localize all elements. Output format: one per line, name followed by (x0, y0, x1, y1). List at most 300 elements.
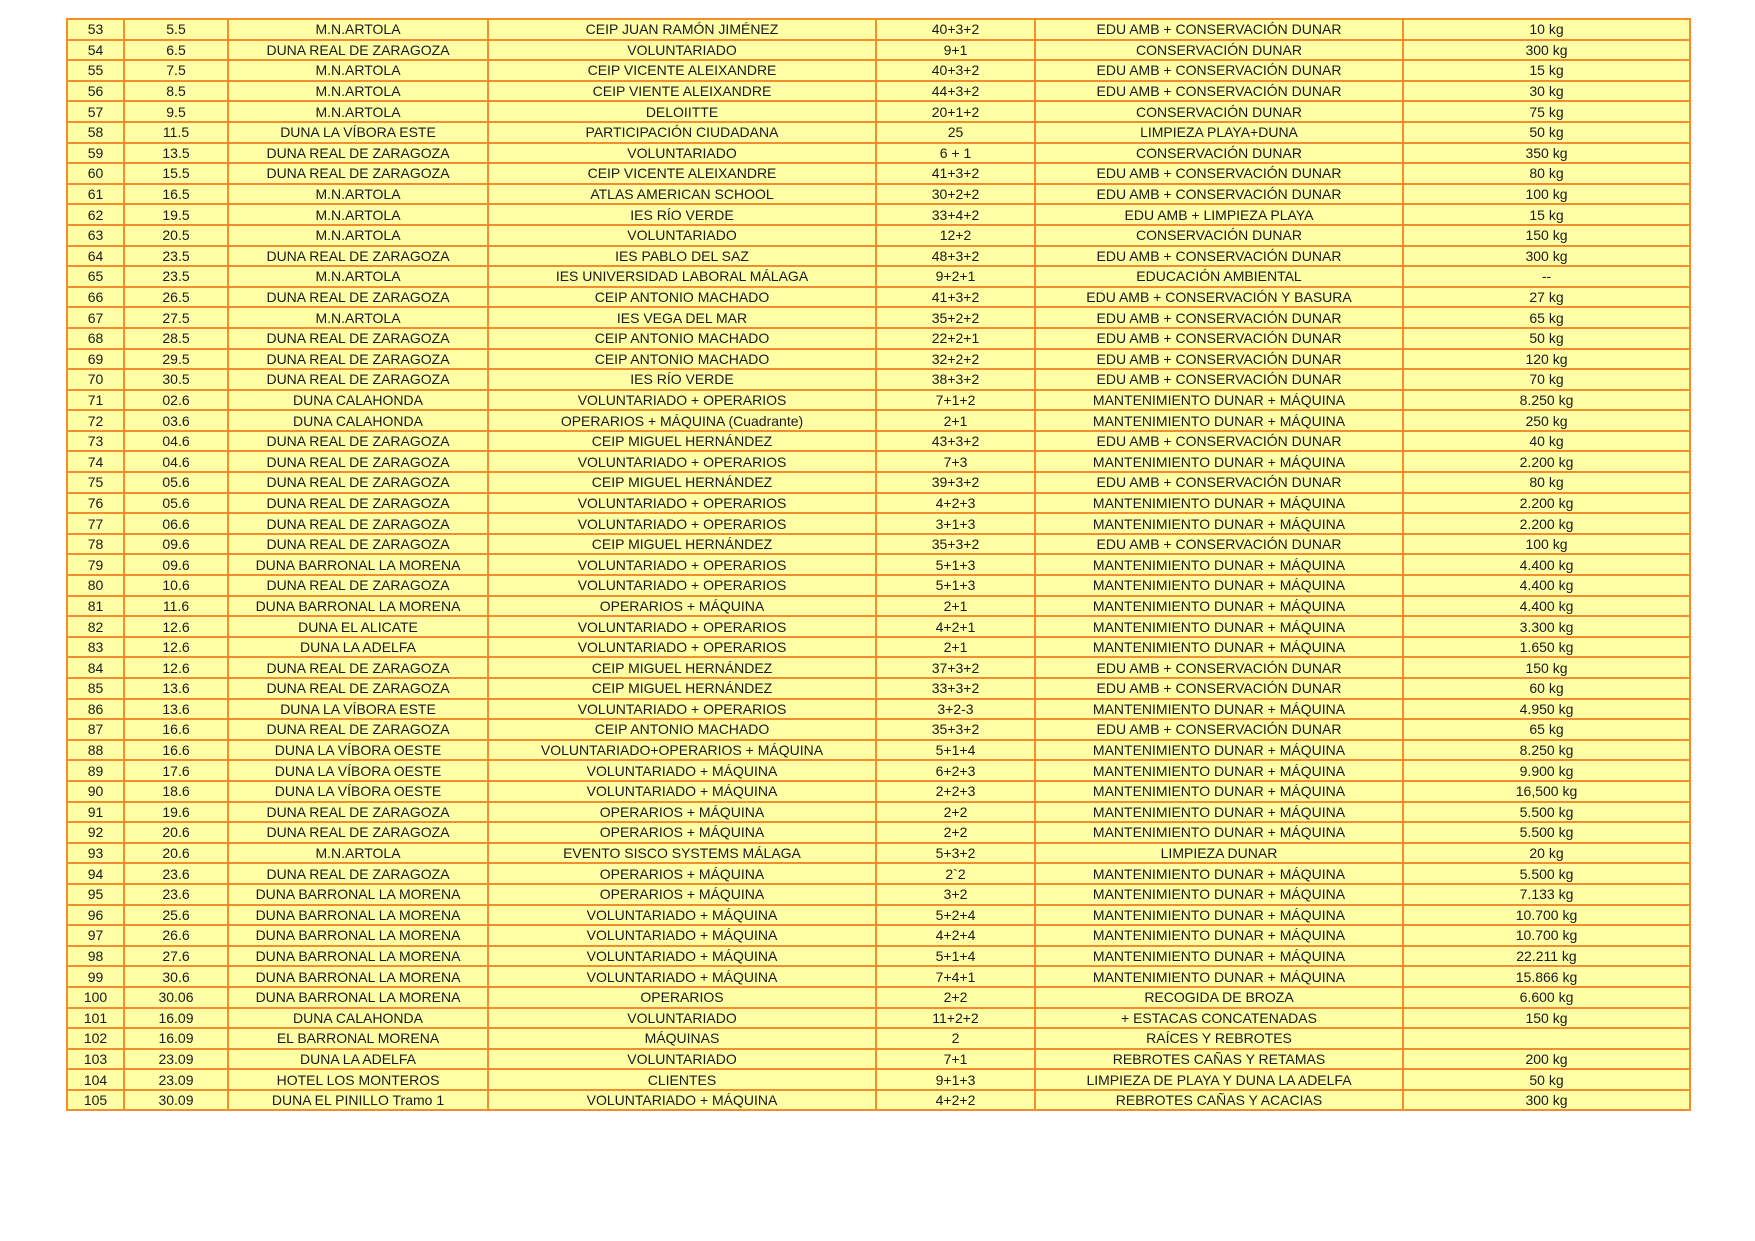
participant-cell: VOLUNTARIADO + OPERARIOS (488, 554, 876, 575)
participant-cell: CEIP ANTONIO MACHADO (488, 719, 876, 740)
date-cell: 30.6 (124, 966, 228, 987)
table-row (67, 843, 1690, 864)
row-number-cell: 76 (67, 493, 124, 514)
people-count-cell: 38+3+2 (876, 369, 1035, 390)
weight-cell: 5.500 kg (1403, 822, 1690, 843)
people-count-cell: 4+2+3 (876, 493, 1035, 514)
participant-cell: OPERARIOS + MÁQUINA (Cuadrante) (488, 410, 876, 431)
table-row (67, 966, 1690, 987)
activity-cell: RECOGIDA DE BROZA (1035, 987, 1403, 1008)
location-cell: M.N.ARTOLA (228, 60, 488, 81)
weight-cell: 4.400 kg (1403, 596, 1690, 617)
weight-cell: 4.400 kg (1403, 575, 1690, 596)
location-cell: DUNA BARRONAL LA MORENA (228, 966, 488, 987)
activity-cell: CONSERVACIÓN DUNAR (1035, 40, 1403, 61)
participant-cell: IES VEGA DEL MAR (488, 307, 876, 328)
activity-cell: CONSERVACIÓN DUNAR (1035, 101, 1403, 122)
activity-cell: LIMPIEZA DE PLAYA Y DUNA LA ADELFA (1035, 1069, 1403, 1090)
location-cell: DUNA REAL DE ZARAGOZA (228, 246, 488, 267)
spreadsheet-page (66, 18, 1689, 1111)
row-number-cell: 100 (67, 987, 124, 1008)
date-cell: 30.06 (124, 987, 228, 1008)
weight-cell: 6.600 kg (1403, 987, 1690, 1008)
people-count-cell: 4+2+2 (876, 1090, 1035, 1111)
date-cell: 13.6 (124, 699, 228, 720)
row-number-cell: 58 (67, 122, 124, 143)
people-count-cell: 40+3+2 (876, 19, 1035, 40)
participant-cell: CEIP VICENTE ALEIXANDRE (488, 60, 876, 81)
participant-cell: VOLUNTARIADO + OPERARIOS (488, 637, 876, 658)
table-row (67, 925, 1690, 946)
participant-cell: VOLUNTARIADO + OPERARIOS (488, 451, 876, 472)
table-row (67, 884, 1690, 905)
table-row (67, 1049, 1690, 1070)
participant-cell: VOLUNTARIADO + MÁQUINA (488, 781, 876, 802)
people-count-cell: 9+2+1 (876, 266, 1035, 287)
row-number-cell: 85 (67, 678, 124, 699)
activity-cell: MANTENIMIENTO DUNAR + MÁQUINA (1035, 863, 1403, 884)
row-number-cell: 75 (67, 472, 124, 493)
people-count-cell: 44+3+2 (876, 81, 1035, 102)
table-row (67, 307, 1690, 328)
participant-cell: IES RÍO VERDE (488, 369, 876, 390)
row-number-cell: 77 (67, 513, 124, 534)
people-count-cell: 3+2-3 (876, 699, 1035, 720)
activity-cell: EDU AMB + CONSERVACIÓN DUNAR (1035, 349, 1403, 370)
participant-cell: PARTICIPACIÓN CIUDADANA (488, 122, 876, 143)
participant-cell: CEIP ANTONIO MACHADO (488, 287, 876, 308)
activity-cell: RAÍCES Y REBROTES (1035, 1028, 1403, 1049)
date-cell: 23.5 (124, 246, 228, 267)
weight-cell: 7.133 kg (1403, 884, 1690, 905)
people-count-cell: 41+3+2 (876, 163, 1035, 184)
activity-cell: MANTENIMIENTO DUNAR + MÁQUINA (1035, 616, 1403, 637)
participant-cell: IES UNIVERSIDAD LABORAL MÁLAGA (488, 266, 876, 287)
weight-cell: 1.650 kg (1403, 637, 1690, 658)
row-number-cell: 65 (67, 266, 124, 287)
activity-cell: EDU AMB + CONSERVACIÓN DUNAR (1035, 657, 1403, 678)
participant-cell: DELOIITTE (488, 101, 876, 122)
row-number-cell: 79 (67, 554, 124, 575)
people-count-cell: 3+1+3 (876, 513, 1035, 534)
people-count-cell: 6 + 1 (876, 143, 1035, 164)
date-cell: 12.6 (124, 657, 228, 678)
people-count-cell: 20+1+2 (876, 101, 1035, 122)
weight-cell: 22.211 kg (1403, 946, 1690, 967)
row-number-cell: 60 (67, 163, 124, 184)
weight-cell: 200 kg (1403, 1049, 1690, 1070)
weight-cell: 75 kg (1403, 101, 1690, 122)
activity-cell: MANTENIMIENTO DUNAR + MÁQUINA (1035, 905, 1403, 926)
location-cell: DUNA CALAHONDA (228, 1008, 488, 1029)
people-count-cell: 5+1+3 (876, 554, 1035, 575)
row-number-cell: 62 (67, 204, 124, 225)
participant-cell: CEIP MIGUEL HERNÁNDEZ (488, 431, 876, 452)
people-count-cell: 41+3+2 (876, 287, 1035, 308)
row-number-cell: 80 (67, 575, 124, 596)
people-count-cell: 4+2+1 (876, 616, 1035, 637)
activity-cell: MANTENIMIENTO DUNAR + MÁQUINA (1035, 575, 1403, 596)
weight-cell: 70 kg (1403, 369, 1690, 390)
weight-cell: 65 kg (1403, 307, 1690, 328)
activity-cell: EDU AMB + CONSERVACIÓN Y BASURA (1035, 287, 1403, 308)
date-cell: 05.6 (124, 493, 228, 514)
date-cell: 11.6 (124, 596, 228, 617)
participant-cell: VOLUNTARIADO (488, 1049, 876, 1070)
location-cell: DUNA LA ADELFA (228, 637, 488, 658)
people-count-cell: 2+1 (876, 410, 1035, 431)
participant-cell: VOLUNTARIADO + OPERARIOS (488, 575, 876, 596)
table-row (67, 740, 1690, 761)
date-cell: 19.6 (124, 802, 228, 823)
date-cell: 12.6 (124, 616, 228, 637)
weight-cell: 15 kg (1403, 204, 1690, 225)
activity-cell: EDU AMB + LIMPIEZA PLAYA (1035, 204, 1403, 225)
date-cell: 9.5 (124, 101, 228, 122)
weight-cell: 8.250 kg (1403, 390, 1690, 411)
date-cell: 17.6 (124, 760, 228, 781)
table-row (67, 554, 1690, 575)
location-cell: DUNA CALAHONDA (228, 390, 488, 411)
location-cell: DUNA LA VÍBORA OESTE (228, 740, 488, 761)
date-cell: 23.6 (124, 863, 228, 884)
activity-cell: REBROTES CAÑAS Y RETAMAS (1035, 1049, 1403, 1070)
people-count-cell: 32+2+2 (876, 349, 1035, 370)
location-cell: DUNA BARRONAL LA MORENA (228, 884, 488, 905)
weight-cell: 120 kg (1403, 349, 1690, 370)
people-count-cell: 9+1 (876, 40, 1035, 61)
location-cell: DUNA BARRONAL LA MORENA (228, 946, 488, 967)
people-count-cell: 2+2 (876, 822, 1035, 843)
activity-cell: EDU AMB + CONSERVACIÓN DUNAR (1035, 246, 1403, 267)
weight-cell: 40 kg (1403, 431, 1690, 452)
participant-cell: MÁQUINAS (488, 1028, 876, 1049)
activity-cell: MANTENIMIENTO DUNAR + MÁQUINA (1035, 884, 1403, 905)
location-cell: DUNA CALAHONDA (228, 410, 488, 431)
table-row (67, 699, 1690, 720)
date-cell: 13.6 (124, 678, 228, 699)
table-row (67, 266, 1690, 287)
row-number-cell: 78 (67, 534, 124, 555)
table-row (67, 637, 1690, 658)
people-count-cell: 5+2+4 (876, 905, 1035, 926)
location-cell: DUNA REAL DE ZARAGOZA (228, 575, 488, 596)
row-number-cell: 82 (67, 616, 124, 637)
row-number-cell: 70 (67, 369, 124, 390)
row-number-cell: 95 (67, 884, 124, 905)
location-cell: DUNA BARRONAL LA MORENA (228, 987, 488, 1008)
weight-cell: 15.866 kg (1403, 966, 1690, 987)
row-number-cell: 89 (67, 760, 124, 781)
activity-cell: MANTENIMIENTO DUNAR + MÁQUINA (1035, 946, 1403, 967)
weight-cell: 16,500 kg (1403, 781, 1690, 802)
activity-cell: MANTENIMIENTO DUNAR + MÁQUINA (1035, 781, 1403, 802)
people-count-cell: 5+1+4 (876, 946, 1035, 967)
date-cell: 19.5 (124, 204, 228, 225)
activity-cell: EDU AMB + CONSERVACIÓN DUNAR (1035, 431, 1403, 452)
date-cell: 20.6 (124, 822, 228, 843)
date-cell: 04.6 (124, 431, 228, 452)
participant-cell: VOLUNTARIADO + MÁQUINA (488, 905, 876, 926)
weight-cell: 150 kg (1403, 657, 1690, 678)
table-body (67, 19, 1690, 1110)
date-cell: 29.5 (124, 349, 228, 370)
people-count-cell: 5+1+4 (876, 740, 1035, 761)
location-cell: M.N.ARTOLA (228, 225, 488, 246)
row-number-cell: 99 (67, 966, 124, 987)
location-cell: DUNA REAL DE ZARAGOZA (228, 143, 488, 164)
date-cell: 20.5 (124, 225, 228, 246)
table-row (67, 122, 1690, 143)
location-cell: M.N.ARTOLA (228, 266, 488, 287)
weight-cell: 150 kg (1403, 1008, 1690, 1029)
activity-cell: MANTENIMIENTO DUNAR + MÁQUINA (1035, 513, 1403, 534)
weight-cell: 100 kg (1403, 184, 1690, 205)
people-count-cell: 3+2 (876, 884, 1035, 905)
row-number-cell: 63 (67, 225, 124, 246)
people-count-cell: 7+1 (876, 1049, 1035, 1070)
people-count-cell: 11+2+2 (876, 1008, 1035, 1029)
location-cell: M.N.ARTOLA (228, 19, 488, 40)
participant-cell: OPERARIOS + MÁQUINA (488, 884, 876, 905)
participant-cell: VOLUNTARIADO + MÁQUINA (488, 925, 876, 946)
participant-cell: CEIP VICENTE ALEIXANDRE (488, 163, 876, 184)
location-cell: M.N.ARTOLA (228, 204, 488, 225)
table-row (67, 905, 1690, 926)
weight-cell: 20 kg (1403, 843, 1690, 864)
table-row (67, 1090, 1690, 1111)
date-cell: 10.6 (124, 575, 228, 596)
row-number-cell: 86 (67, 699, 124, 720)
weight-cell: 300 kg (1403, 1090, 1690, 1111)
location-cell: DUNA LA VÍBORA OESTE (228, 781, 488, 802)
row-number-cell: 61 (67, 184, 124, 205)
people-count-cell: 40+3+2 (876, 60, 1035, 81)
location-cell: DUNA REAL DE ZARAGOZA (228, 472, 488, 493)
activity-cell: MANTENIMIENTO DUNAR + MÁQUINA (1035, 637, 1403, 658)
location-cell: DUNA EL ALICATE (228, 616, 488, 637)
people-count-cell: 2 (876, 1028, 1035, 1049)
participant-cell: VOLUNTARIADO + MÁQUINA (488, 966, 876, 987)
people-count-cell: 22+2+1 (876, 328, 1035, 349)
row-number-cell: 87 (67, 719, 124, 740)
participant-cell: VOLUNTARIADO + OPERARIOS (488, 390, 876, 411)
table-row (67, 184, 1690, 205)
activity-cell: EDU AMB + CONSERVACIÓN DUNAR (1035, 534, 1403, 555)
table-row (67, 657, 1690, 678)
participant-cell: OPERARIOS + MÁQUINA (488, 863, 876, 884)
people-count-cell: 9+1+3 (876, 1069, 1035, 1090)
row-number-cell: 97 (67, 925, 124, 946)
table-row (67, 719, 1690, 740)
weight-cell: 2.200 kg (1403, 493, 1690, 514)
location-cell: M.N.ARTOLA (228, 307, 488, 328)
table-row (67, 596, 1690, 617)
location-cell: DUNA REAL DE ZARAGOZA (228, 431, 488, 452)
people-count-cell: 2+2+3 (876, 781, 1035, 802)
people-count-cell: 7+1+2 (876, 390, 1035, 411)
location-cell: DUNA REAL DE ZARAGOZA (228, 40, 488, 61)
activity-cell: EDUCACIÓN AMBIENTAL (1035, 266, 1403, 287)
row-number-cell: 53 (67, 19, 124, 40)
activity-cell: EDU AMB + CONSERVACIÓN DUNAR (1035, 678, 1403, 699)
location-cell: DUNA LA VÍBORA OESTE (228, 760, 488, 781)
table-row (67, 328, 1690, 349)
location-cell: M.N.ARTOLA (228, 184, 488, 205)
activity-cell: MANTENIMIENTO DUNAR + MÁQUINA (1035, 802, 1403, 823)
date-cell: 16.09 (124, 1008, 228, 1029)
participant-cell: VOLUNTARIADO (488, 1008, 876, 1029)
participant-cell: VOLUNTARIADO + OPERARIOS (488, 493, 876, 514)
date-cell: 05.6 (124, 472, 228, 493)
weight-cell: 300 kg (1403, 246, 1690, 267)
activity-cell: MANTENIMIENTO DUNAR + MÁQUINA (1035, 699, 1403, 720)
location-cell: DUNA BARRONAL LA MORENA (228, 925, 488, 946)
location-cell: DUNA LA VÍBORA ESTE (228, 122, 488, 143)
people-count-cell: 7+4+1 (876, 966, 1035, 987)
row-number-cell: 93 (67, 843, 124, 864)
table-row (67, 616, 1690, 637)
date-cell: 8.5 (124, 81, 228, 102)
people-count-cell: 33+3+2 (876, 678, 1035, 699)
row-number-cell: 98 (67, 946, 124, 967)
weight-cell: 10.700 kg (1403, 905, 1690, 926)
location-cell: DUNA LA ADELFA (228, 1049, 488, 1070)
location-cell: DUNA REAL DE ZARAGOZA (228, 328, 488, 349)
location-cell: DUNA BARRONAL LA MORENA (228, 596, 488, 617)
people-count-cell: 39+3+2 (876, 472, 1035, 493)
row-number-cell: 67 (67, 307, 124, 328)
weight-cell: 250 kg (1403, 410, 1690, 431)
people-count-cell: 2`2 (876, 863, 1035, 884)
table-row (67, 287, 1690, 308)
date-cell: 06.6 (124, 513, 228, 534)
activity-cell: MANTENIMIENTO DUNAR + MÁQUINA (1035, 822, 1403, 843)
people-count-cell: 35+2+2 (876, 307, 1035, 328)
participant-cell: CLIENTES (488, 1069, 876, 1090)
row-number-cell: 103 (67, 1049, 124, 1070)
people-count-cell: 37+3+2 (876, 657, 1035, 678)
date-cell: 23.09 (124, 1069, 228, 1090)
date-cell: 5.5 (124, 19, 228, 40)
table-row (67, 946, 1690, 967)
row-number-cell: 71 (67, 390, 124, 411)
weight-cell: 65 kg (1403, 719, 1690, 740)
table-row (67, 534, 1690, 555)
location-cell: DUNA BARRONAL LA MORENA (228, 905, 488, 926)
table-row (67, 987, 1690, 1008)
row-number-cell: 90 (67, 781, 124, 802)
weight-cell: -- (1403, 266, 1690, 287)
date-cell: 02.6 (124, 390, 228, 411)
location-cell: DUNA EL PINILLO Tramo 1 (228, 1090, 488, 1111)
location-cell: HOTEL LOS MONTEROS (228, 1069, 488, 1090)
table-row (67, 781, 1690, 802)
activity-cell: + ESTACAS CONCATENADAS (1035, 1008, 1403, 1029)
table-row (67, 19, 1690, 40)
date-cell: 09.6 (124, 554, 228, 575)
weight-cell: 50 kg (1403, 1069, 1690, 1090)
row-number-cell: 102 (67, 1028, 124, 1049)
activity-cell: CONSERVACIÓN DUNAR (1035, 143, 1403, 164)
row-number-cell: 94 (67, 863, 124, 884)
weight-cell: 50 kg (1403, 122, 1690, 143)
weight-cell: 80 kg (1403, 163, 1690, 184)
people-count-cell: 6+2+3 (876, 760, 1035, 781)
table-row (67, 472, 1690, 493)
table-row (67, 760, 1690, 781)
participant-cell: CEIP JUAN RAMÓN JIMÉNEZ (488, 19, 876, 40)
table-row (67, 369, 1690, 390)
date-cell: 23.09 (124, 1049, 228, 1070)
people-count-cell: 7+3 (876, 451, 1035, 472)
table-row (67, 575, 1690, 596)
table-row (67, 678, 1690, 699)
location-cell: M.N.ARTOLA (228, 843, 488, 864)
people-count-cell: 2+1 (876, 596, 1035, 617)
location-cell: DUNA REAL DE ZARAGOZA (228, 287, 488, 308)
activity-cell: EDU AMB + CONSERVACIÓN DUNAR (1035, 307, 1403, 328)
date-cell: 26.6 (124, 925, 228, 946)
location-cell: DUNA REAL DE ZARAGOZA (228, 802, 488, 823)
participant-cell: CEIP VIENTE ALEIXANDRE (488, 81, 876, 102)
row-number-cell: 101 (67, 1008, 124, 1029)
location-cell: DUNA REAL DE ZARAGOZA (228, 822, 488, 843)
row-number-cell: 104 (67, 1069, 124, 1090)
participant-cell: CEIP MIGUEL HERNÁNDEZ (488, 657, 876, 678)
activity-cell: REBROTES CAÑAS Y ACACIAS (1035, 1090, 1403, 1111)
participant-cell: OPERARIOS + MÁQUINA (488, 822, 876, 843)
people-count-cell: 25 (876, 122, 1035, 143)
activity-cell: MANTENIMIENTO DUNAR + MÁQUINA (1035, 390, 1403, 411)
table-row (67, 101, 1690, 122)
table-row (67, 390, 1690, 411)
date-cell: 27.6 (124, 946, 228, 967)
date-cell: 03.6 (124, 410, 228, 431)
people-count-cell: 2+2 (876, 987, 1035, 1008)
activity-cell: EDU AMB + CONSERVACIÓN DUNAR (1035, 19, 1403, 40)
weight-cell: 9.900 kg (1403, 760, 1690, 781)
table-row (67, 60, 1690, 81)
row-number-cell: 59 (67, 143, 124, 164)
table-row (67, 1028, 1690, 1049)
row-number-cell: 92 (67, 822, 124, 843)
date-cell: 23.6 (124, 884, 228, 905)
participant-cell: CEIP ANTONIO MACHADO (488, 349, 876, 370)
participant-cell: EVENTO SISCO SYSTEMS MÁLAGA (488, 843, 876, 864)
weight-cell: 4.400 kg (1403, 554, 1690, 575)
date-cell: 23.5 (124, 266, 228, 287)
table-row (67, 1069, 1690, 1090)
row-number-cell: 57 (67, 101, 124, 122)
people-count-cell: 2+2 (876, 802, 1035, 823)
weight-cell: 50 kg (1403, 328, 1690, 349)
activity-cell: EDU AMB + CONSERVACIÓN DUNAR (1035, 472, 1403, 493)
table-row (67, 802, 1690, 823)
location-cell: DUNA BARRONAL LA MORENA (228, 554, 488, 575)
activity-cell: EDU AMB + CONSERVACIÓN DUNAR (1035, 719, 1403, 740)
activity-table (66, 18, 1691, 1111)
weight-cell: 100 kg (1403, 534, 1690, 555)
activity-cell: MANTENIMIENTO DUNAR + MÁQUINA (1035, 493, 1403, 514)
row-number-cell: 96 (67, 905, 124, 926)
people-count-cell: 33+4+2 (876, 204, 1035, 225)
people-count-cell: 43+3+2 (876, 431, 1035, 452)
location-cell: DUNA REAL DE ZARAGOZA (228, 451, 488, 472)
table-row (67, 246, 1690, 267)
participant-cell: VOLUNTARIADO + OPERARIOS (488, 616, 876, 637)
date-cell: 30.09 (124, 1090, 228, 1111)
